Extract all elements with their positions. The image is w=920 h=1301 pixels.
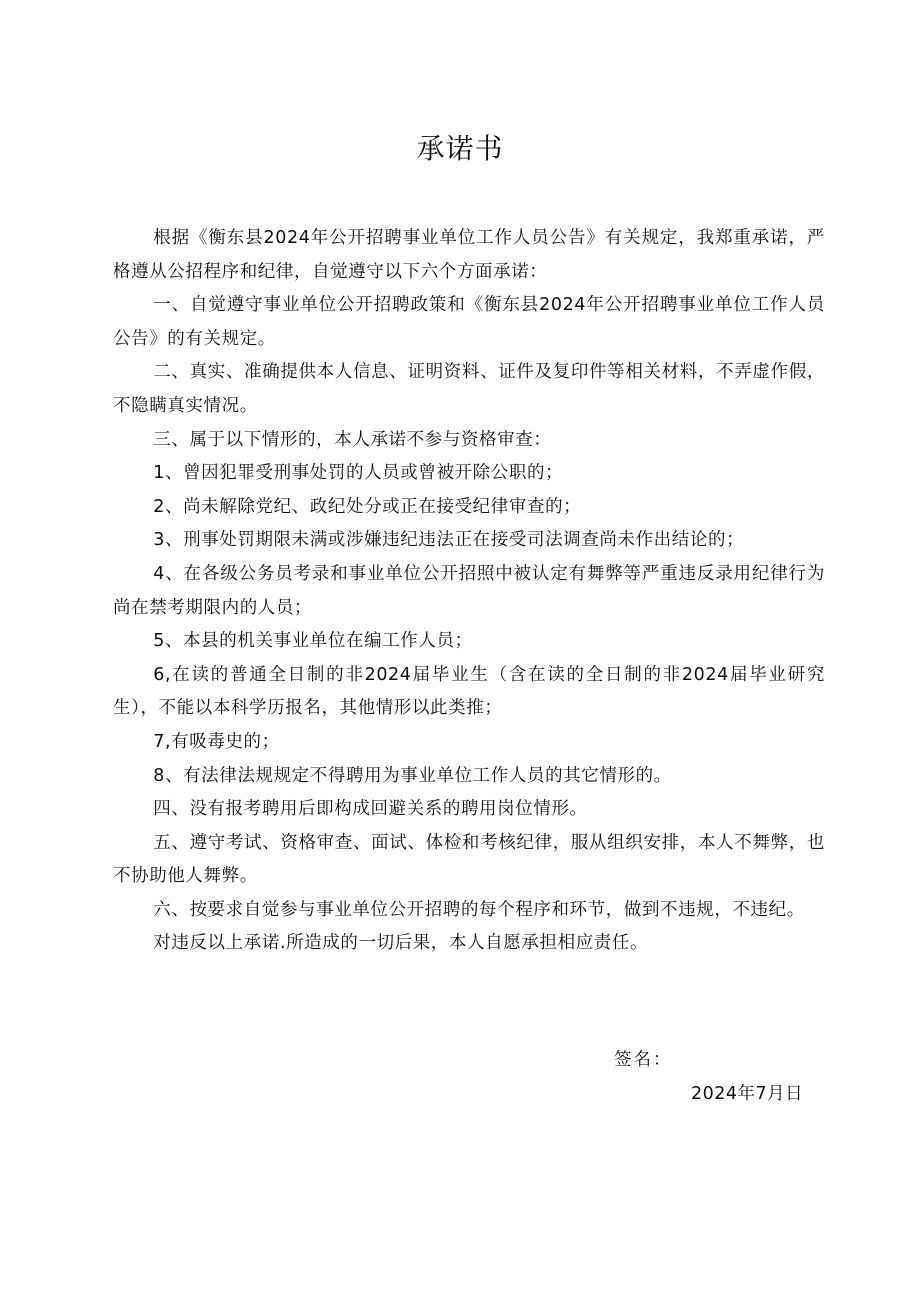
paragraph-intro: 根据《衡东县2024年公开招聘事业单位工作人员公告》有关规定，我郑重承诺，严格遵从公招程序和纪律，自觉遵守以下六个方面承诺： xyxy=(113,228,825,282)
paragraph-subitem-2: 2、尚未解除党纪、政纪处分或正在接受纪律审查的； xyxy=(153,496,582,517)
paragraph-subitem-4: 4、在各级公务员考录和事业单位公开招照中被认定有舞弊等严重违反录用纪律行为尚在禁考期限内的人员； xyxy=(113,563,825,618)
paragraph-subitem-5: 5、本县的机关事业单位在编工作人员； xyxy=(153,631,473,652)
paragraph-subitem-7: 7,有吸毒史的； xyxy=(153,731,280,752)
paragraph-closing: 对违反以上承诺.所造成的一切后果，本人自愿承担相应责任。 xyxy=(153,933,649,954)
paragraph-item-1: 一、自觉遵守事业单位公开招聘政策和《衡东县2024年公开招聘事业单位工作人员公告》的有关规定。 xyxy=(113,295,825,349)
paragraph-item-3: 三、属于以下情形的，本人承诺不参与资格审查： xyxy=(153,429,552,450)
signature-label: 签名： xyxy=(614,1050,673,1070)
paragraph-item-5: 五、遵守考试、资格审查、面试、体检和考核纪律，服从组织安排，本人不舞弊，也不协助他人舞弊。 xyxy=(113,832,825,887)
paragraph-subitem-3: 3、刑事处罚期限未满或涉嫌违纪违法正在接受司法调查尚未作出结论的； xyxy=(153,530,745,551)
document-body xyxy=(113,222,825,961)
document-title: 承诺书 xyxy=(416,132,504,165)
signature-date: 2024年7月日 xyxy=(691,1084,804,1104)
paragraph-subitem-1: 1、曾因犯罪受刑事处罚的人员或曾被开除公职的； xyxy=(153,463,564,484)
paragraph-subitem-6: 6,在读的普通全日制的非2024届毕业生（含在读的全日制的非2024届毕业研究生），不能以本科学历报名，其他情形以此类推； xyxy=(113,664,825,719)
paragraph-item-4: 四、没有报考聘用后即构成回避关系的聘用岗位情形。 xyxy=(153,799,588,820)
paragraph-item-6: 六、按要求自觉参与事业单位公开招聘的每个程序和环节，做到不违规，不违纪。 xyxy=(153,899,805,920)
paragraph-subitem-8: 8、有法律法规规定不得聘用为事业单位工作人员的其它情形的。 xyxy=(153,765,672,786)
paragraph-item-2: 二、真实、准确提供本人信息、证明资料、证件及复印件等相关材料，不弄虚作假，不隐瞒真实情况。 xyxy=(113,362,825,416)
